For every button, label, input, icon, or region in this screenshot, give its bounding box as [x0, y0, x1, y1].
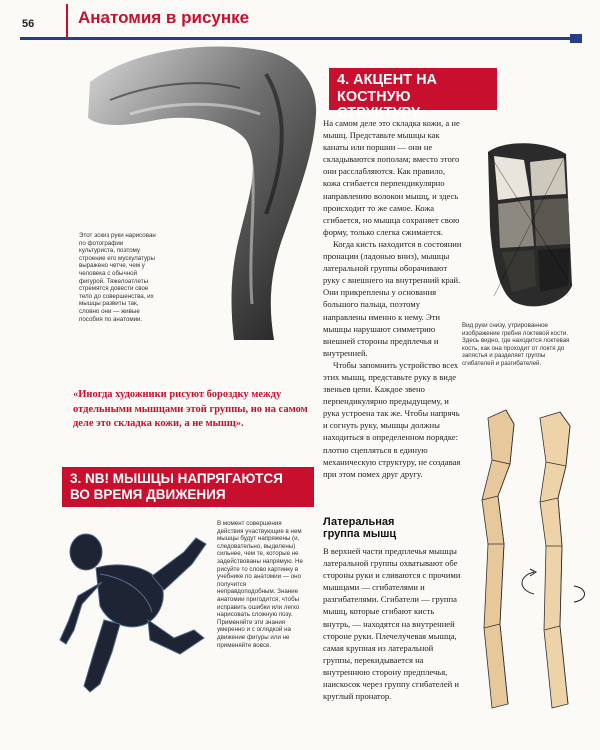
section-4-heading: [329, 68, 497, 122]
header-accent-bar: [66, 4, 68, 38]
section-3-heading-line2: ВО ВРЕМЯ ДВИЖЕНИЯ: [70, 486, 226, 502]
dynamic-pose-figure: [56, 512, 216, 702]
lateral-group-subheading: [323, 516, 463, 540]
section-3-heading: [62, 467, 314, 507]
book-title: Анатомия в рисунке: [78, 8, 250, 27]
figure-caption: [217, 520, 305, 649]
section-3-heading-line1: 3. NB! МЫШЦЫ НАПРЯГАЮТСЯ: [70, 471, 283, 486]
arm-underside-model: [474, 136, 584, 316]
paragraph-1: На самом деле это складка кожи, а не мышц. Представьте мышцы как канаты или поршни — они не складываются пополам; вместо этого они расслабляются. Как правило, кожа сгибается перпендикулярно направлению волокон мышц, и здесь происходит то же самое. Кожа сгибается, но мышца сохраняет свою форму, только слегка сжимается.: [323, 118, 460, 237]
section-4-heading-line2: СТРУКТУРУ: [337, 105, 421, 122]
forearm-block-models: [470, 404, 590, 716]
header-rule-end: [570, 34, 582, 43]
figure-caption-text: В момент совершения действия участвующие в нем мышцы будут напряжены (и, следовательно, выделены) сильнее, чем те, которые не задействованы напрямую. Не рисуйте то слово картинку в учебнике по анатомии — оно получится неправдоподобным. Знание анатомии пригодится, чтобы исправить ошибки или легко нарисовать сложную позу. Применяйте эти знания умеренно и с оглядкой на движение фигуры или не применяйте вовсе.: [217, 520, 303, 649]
arm-underside-caption-text: Вид руки снизу, утрированное изображение гребня локтевой кости. Здесь видно, где находится локтевая кость, как она проходит от локтя до запястья и разделяет группы сгибателей и разгибателей.: [462, 322, 570, 367]
pull-quote: [73, 388, 315, 432]
page-number: 56: [22, 18, 35, 30]
header-rule: [20, 37, 576, 40]
paragraph-2: Когда кисть находится в состоянии пронации (ладонью вниз), мышцы латеральной группы оборачивают руку с внешнего на внутренний край. Они прикреплены у основания большого пальца, поэтому направлены именно к нему. Эти мышцы нарушают симметрию внешней стороны предплечья и внутренней.: [323, 238, 462, 358]
pull-quote-text: «Иногда художники рисуют бороздку между отдельными мышцами этой группы, но на самом деле это складка кожи, а не мышц».: [73, 389, 308, 429]
arm-sketch-caption: [79, 232, 159, 323]
arm-sketch-caption-text: Этот эскиз руки нарисован по фотографии культуриста, поэтому строение его мускулатуры выражено четче, чем у человека с обычной фигурой. Тяжелоатлеты стремятся довести свое тело до совершенства, их мышцы развиты так, словно они — живые пособия по анатомии.: [79, 232, 156, 323]
body-column-upper: [323, 117, 463, 480]
subheading-line1: Латеральная: [323, 516, 395, 528]
paragraph-4: В верхней части предплечья мышцы латеральной группы охватывают обе стороны руки и сливаются с прочими мышцами — сгибателями и разгибателями. Сгибатели — группа мышц, которые сгибают кисть внутрь, — находятся на внутренней стороне руки. Плечелучевая мышца, самая крупная из латеральной группы, перекидывается на внутреннюю сторону предплечья, наискосок через группу сгибателей и круглый пронатор.: [323, 546, 461, 702]
section-4-heading-line1: 4. АКЦЕНТ НА КОСТНУЮ: [337, 72, 438, 105]
arm-underside-caption: [462, 322, 578, 368]
paragraph-3: Чтобы запомнить устройство всех этих мышц, представьте руку в виде звеньев цепи. Каждое звено перпендикулярно предыдущему, и рука устроена так же. Чтобы напрячь и согнуть руку, мышцы должны находиться в определенном порядке: плотно сцепляться в единую механическую структуру, не создавая при этом помех друг другу.: [323, 359, 461, 479]
body-column-lower: [323, 545, 463, 702]
subheading-line2: группа мышц: [323, 528, 397, 540]
